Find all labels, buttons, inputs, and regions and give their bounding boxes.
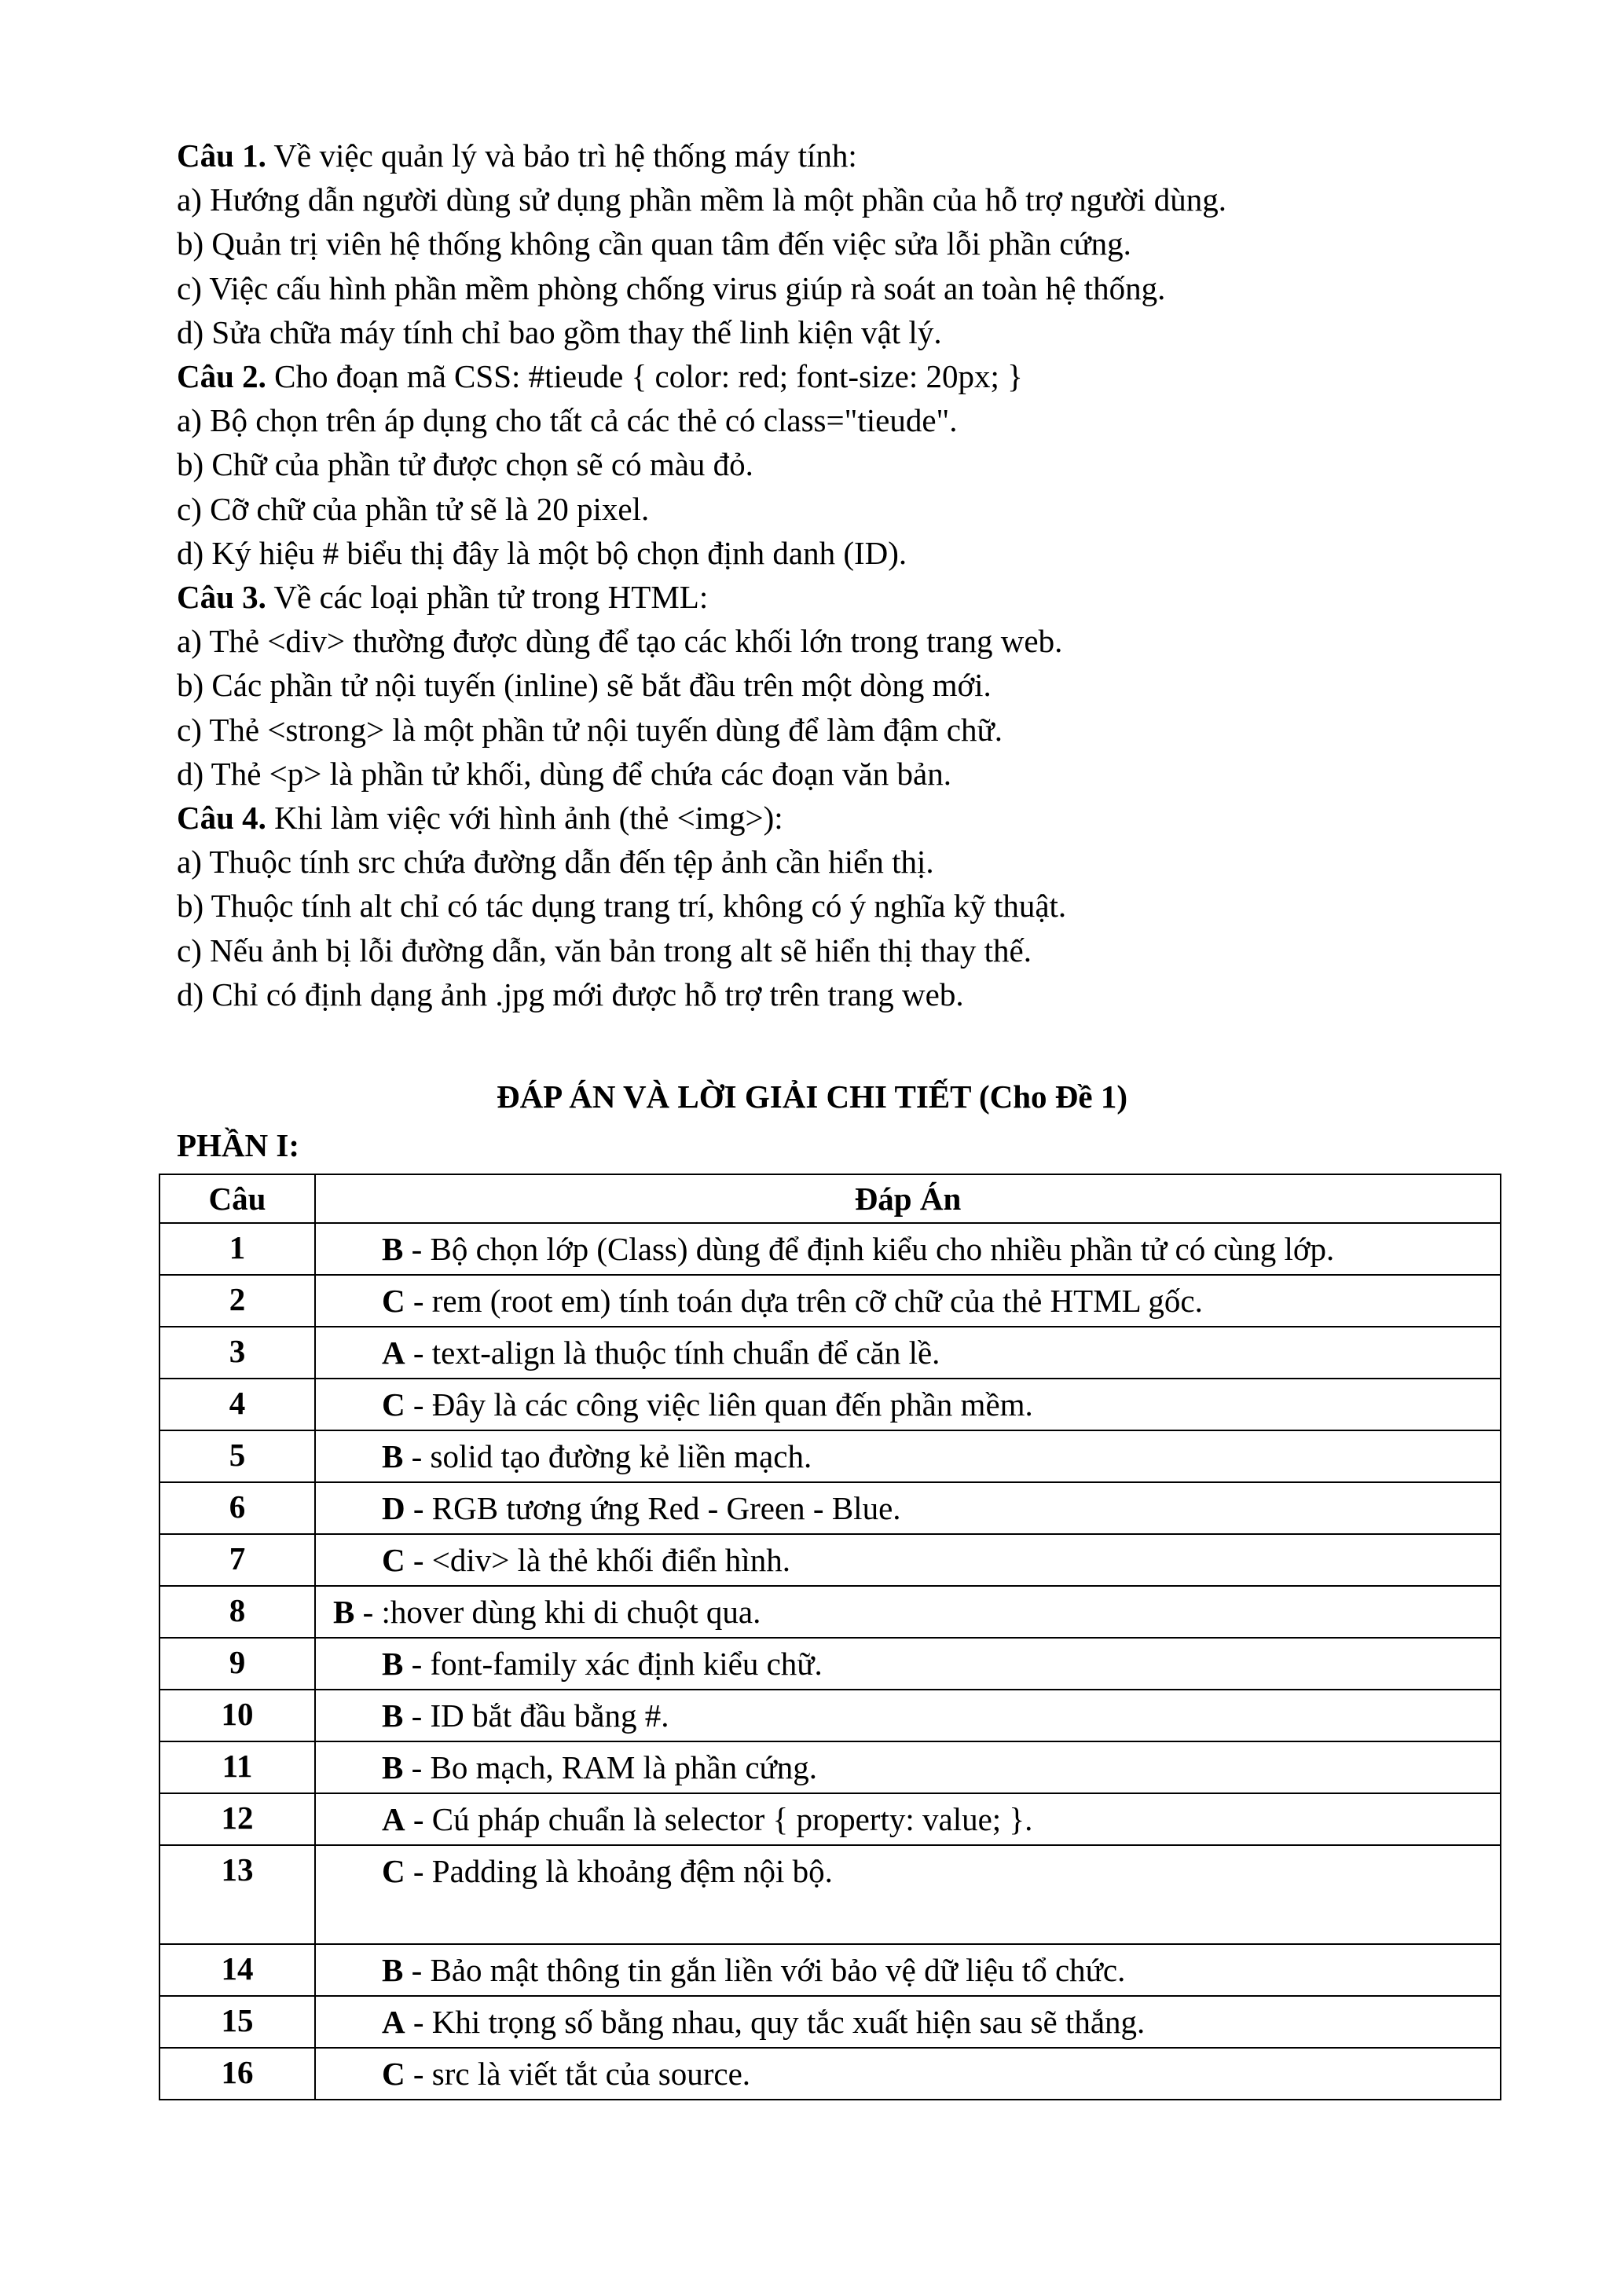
answer-key: C bbox=[382, 1283, 405, 1319]
answer-cell bbox=[315, 1482, 1501, 1534]
answer-explanation: - ID bắt đầu bằng #. bbox=[403, 1697, 669, 1734]
question-number: 1 bbox=[159, 1223, 315, 1275]
answer-cell bbox=[315, 1223, 1501, 1275]
question-2: Câu 2. Cho đoạn mã CSS: #tieude { color: red; font-size: 20px; } bbox=[177, 358, 1023, 395]
question-number: 7 bbox=[159, 1534, 315, 1586]
option: c) Thẻ <strong> là một phần tử nội tuyến dùng để làm đậm chữ. bbox=[177, 711, 1003, 748]
option: c) Cỡ chữ của phần tử sẽ là 20 pixel. bbox=[177, 490, 650, 527]
answer-explanation: - Bảo mật thông tin gắn liền với bảo vệ dữ liệu tổ chức. bbox=[403, 1952, 1126, 1988]
answer-key: B bbox=[382, 1231, 404, 1267]
option: b) Quản trị viên hệ thống không cần quan tâm đến việc sửa lỗi phần cứng. bbox=[177, 225, 1131, 262]
answer-cell bbox=[315, 1534, 1501, 1586]
table-row bbox=[159, 1327, 1501, 1379]
answer-explanation: - <div> là thẻ khối điển hình. bbox=[405, 1542, 790, 1578]
table-row bbox=[159, 1275, 1501, 1327]
answer-explanation: - text-align là thuộc tính chuẩn để căn lề. bbox=[405, 1335, 940, 1371]
answer-cell bbox=[315, 1741, 1501, 1793]
table-row bbox=[159, 1690, 1501, 1741]
answer-explanation: - Cú pháp chuẩn là selector { property: value; }. bbox=[405, 1801, 1033, 1837]
option: d) Thẻ <p> là phần tử khối, dùng để chứa các đoạn văn bản. bbox=[177, 755, 951, 792]
question-number: 12 bbox=[159, 1793, 315, 1845]
option: a) Hướng dẫn người dùng sử dụng phần mềm là một phần của hỗ trợ người dùng. bbox=[177, 181, 1226, 218]
answer-cell bbox=[315, 1327, 1501, 1379]
table-row bbox=[159, 1793, 1501, 1845]
table-row bbox=[159, 1482, 1501, 1534]
answer-cell bbox=[315, 1944, 1501, 1996]
table-row bbox=[159, 1586, 1501, 1638]
option: c) Nếu ảnh bị lỗi đường dẫn, văn bản trong alt sẽ hiển thị thay thế. bbox=[177, 932, 1032, 969]
question-number: 5 bbox=[159, 1430, 315, 1482]
answer-key: B bbox=[333, 1594, 355, 1630]
question-number: 10 bbox=[159, 1690, 315, 1741]
answer-explanation: - solid tạo đường kẻ liền mạch. bbox=[403, 1438, 812, 1474]
option: a) Bộ chọn trên áp dụng cho tất cả các thẻ có class="tieude". bbox=[177, 402, 958, 439]
question-4: Câu 4. Khi làm việc với hình ảnh (thẻ <img>): bbox=[177, 800, 783, 837]
answer-explanation: - Bộ chọn lớp (Class) dùng để định kiểu cho nhiều phần tử có cùng lớp. bbox=[403, 1231, 1335, 1267]
table-row bbox=[159, 1379, 1501, 1430]
table-row bbox=[159, 1430, 1501, 1482]
option: c) Việc cấu hình phần mềm phòng chống virus giúp rà soát an toàn hệ thống. bbox=[177, 269, 1166, 306]
question-number: 15 bbox=[159, 1996, 315, 2048]
answer-key: A bbox=[382, 1801, 405, 1837]
answer-cell bbox=[315, 1793, 1501, 1845]
question-number: 14 bbox=[159, 1944, 315, 1996]
table-row bbox=[159, 1845, 1501, 1944]
answer-cell bbox=[315, 1275, 1501, 1327]
question-number: 13 bbox=[159, 1845, 315, 1944]
header-dap-an: Đáp Án bbox=[315, 1174, 1501, 1223]
answer-key: B bbox=[382, 1697, 404, 1734]
option: a) Thẻ <div> thường được dùng để tạo các khối lớn trong trang web. bbox=[177, 623, 1063, 660]
answer-explanation: - Padding là khoảng đệm nội bộ. bbox=[405, 1853, 833, 1889]
answer-explanation: - src là viết tắt của source. bbox=[405, 2056, 751, 2092]
answer-cell bbox=[315, 1690, 1501, 1741]
question-number: 9 bbox=[159, 1638, 315, 1690]
table-row bbox=[159, 1944, 1501, 1996]
question-number: 6 bbox=[159, 1482, 315, 1534]
answer-key: B bbox=[382, 1646, 404, 1682]
answer-key: D bbox=[382, 1490, 405, 1526]
answer-key: B bbox=[382, 1438, 404, 1474]
table-row bbox=[159, 1996, 1501, 2048]
table-row bbox=[159, 1741, 1501, 1793]
table-row bbox=[159, 1638, 1501, 1690]
answer-key: C bbox=[382, 1386, 405, 1423]
answer-explanation: - font-family xác định kiểu chữ. bbox=[403, 1646, 823, 1682]
table-header-row bbox=[159, 1174, 1501, 1223]
question-number: 4 bbox=[159, 1379, 315, 1430]
option: a) Thuộc tính src chứa đường dẫn đến tệp ảnh cần hiển thị. bbox=[177, 844, 934, 881]
question-number: 11 bbox=[159, 1741, 315, 1793]
question-3: Câu 3. Về các loại phần tử trong HTML: bbox=[177, 579, 709, 616]
answer-key: A bbox=[382, 2004, 405, 2040]
answer-key: C bbox=[382, 1542, 405, 1578]
answer-cell bbox=[315, 1586, 1501, 1638]
answer-explanation: - :hover dùng khi di chuột qua. bbox=[354, 1594, 761, 1630]
answer-key: C bbox=[382, 1853, 405, 1889]
option: d) Ký hiệu # biểu thị đây là một bộ chọn định danh (ID). bbox=[177, 534, 907, 571]
question-number: 3 bbox=[159, 1327, 315, 1379]
question-number: 16 bbox=[159, 2048, 315, 2100]
answer-explanation: - Bo mạch, RAM là phần cứng. bbox=[403, 1749, 818, 1785]
answer-explanation: - Đây là các công việc liên quan đến phần mềm. bbox=[405, 1386, 1033, 1423]
option: b) Các phần tử nội tuyến (inline) sẽ bắt đầu trên một dòng mới. bbox=[177, 667, 992, 704]
answer-cell bbox=[315, 1379, 1501, 1430]
option: b) Chữ của phần tử được chọn sẽ có màu đỏ. bbox=[177, 446, 753, 483]
answer-cell bbox=[315, 1430, 1501, 1482]
answer-key: C bbox=[382, 2056, 405, 2092]
option: b) Thuộc tính alt chỉ có tác dụng trang trí, không có ý nghĩa kỹ thuật. bbox=[177, 888, 1067, 925]
option: d) Sửa chữa máy tính chỉ bao gồm thay thế linh kiện vật lý. bbox=[177, 313, 942, 350]
answer-explanation: - RGB tương ứng Red - Green - Blue. bbox=[405, 1490, 901, 1526]
answer-explanation: - rem (root em) tính toán dựa trên cỡ chữ của thẻ HTML gốc. bbox=[405, 1283, 1203, 1319]
answer-cell bbox=[315, 2048, 1501, 2100]
table-row bbox=[159, 1534, 1501, 1586]
table-row bbox=[159, 1223, 1501, 1275]
table-row bbox=[159, 2048, 1501, 2100]
answer-cell bbox=[315, 1996, 1501, 2048]
question-number: 2 bbox=[159, 1275, 315, 1327]
header-cau: Câu bbox=[159, 1174, 315, 1223]
answer-cell bbox=[315, 1845, 1501, 1944]
question-number: 8 bbox=[159, 1586, 315, 1638]
question-1: Câu 1. Về việc quản lý và bảo trì hệ thống máy tính: bbox=[177, 137, 857, 174]
answer-key: B bbox=[382, 1749, 404, 1785]
answer-table bbox=[159, 1174, 1501, 2100]
answer-key: B bbox=[382, 1952, 404, 1988]
questions-section bbox=[177, 134, 1552, 1016]
answers-title: ĐÁP ÁN VÀ LỜI GIẢI CHI TIẾT (Cho Đề 1) bbox=[496, 1078, 1128, 1115]
answer-key: A bbox=[382, 1335, 405, 1371]
option: d) Chỉ có định dạng ảnh .jpg mới được hỗ trợ trên trang web. bbox=[177, 976, 964, 1013]
answer-explanation: - Khi trọng số bằng nhau, quy tắc xuất hiện sau sẽ thắng. bbox=[405, 2004, 1146, 2040]
answer-cell bbox=[315, 1638, 1501, 1690]
part-title: PHẦN I: bbox=[177, 1127, 300, 1163]
